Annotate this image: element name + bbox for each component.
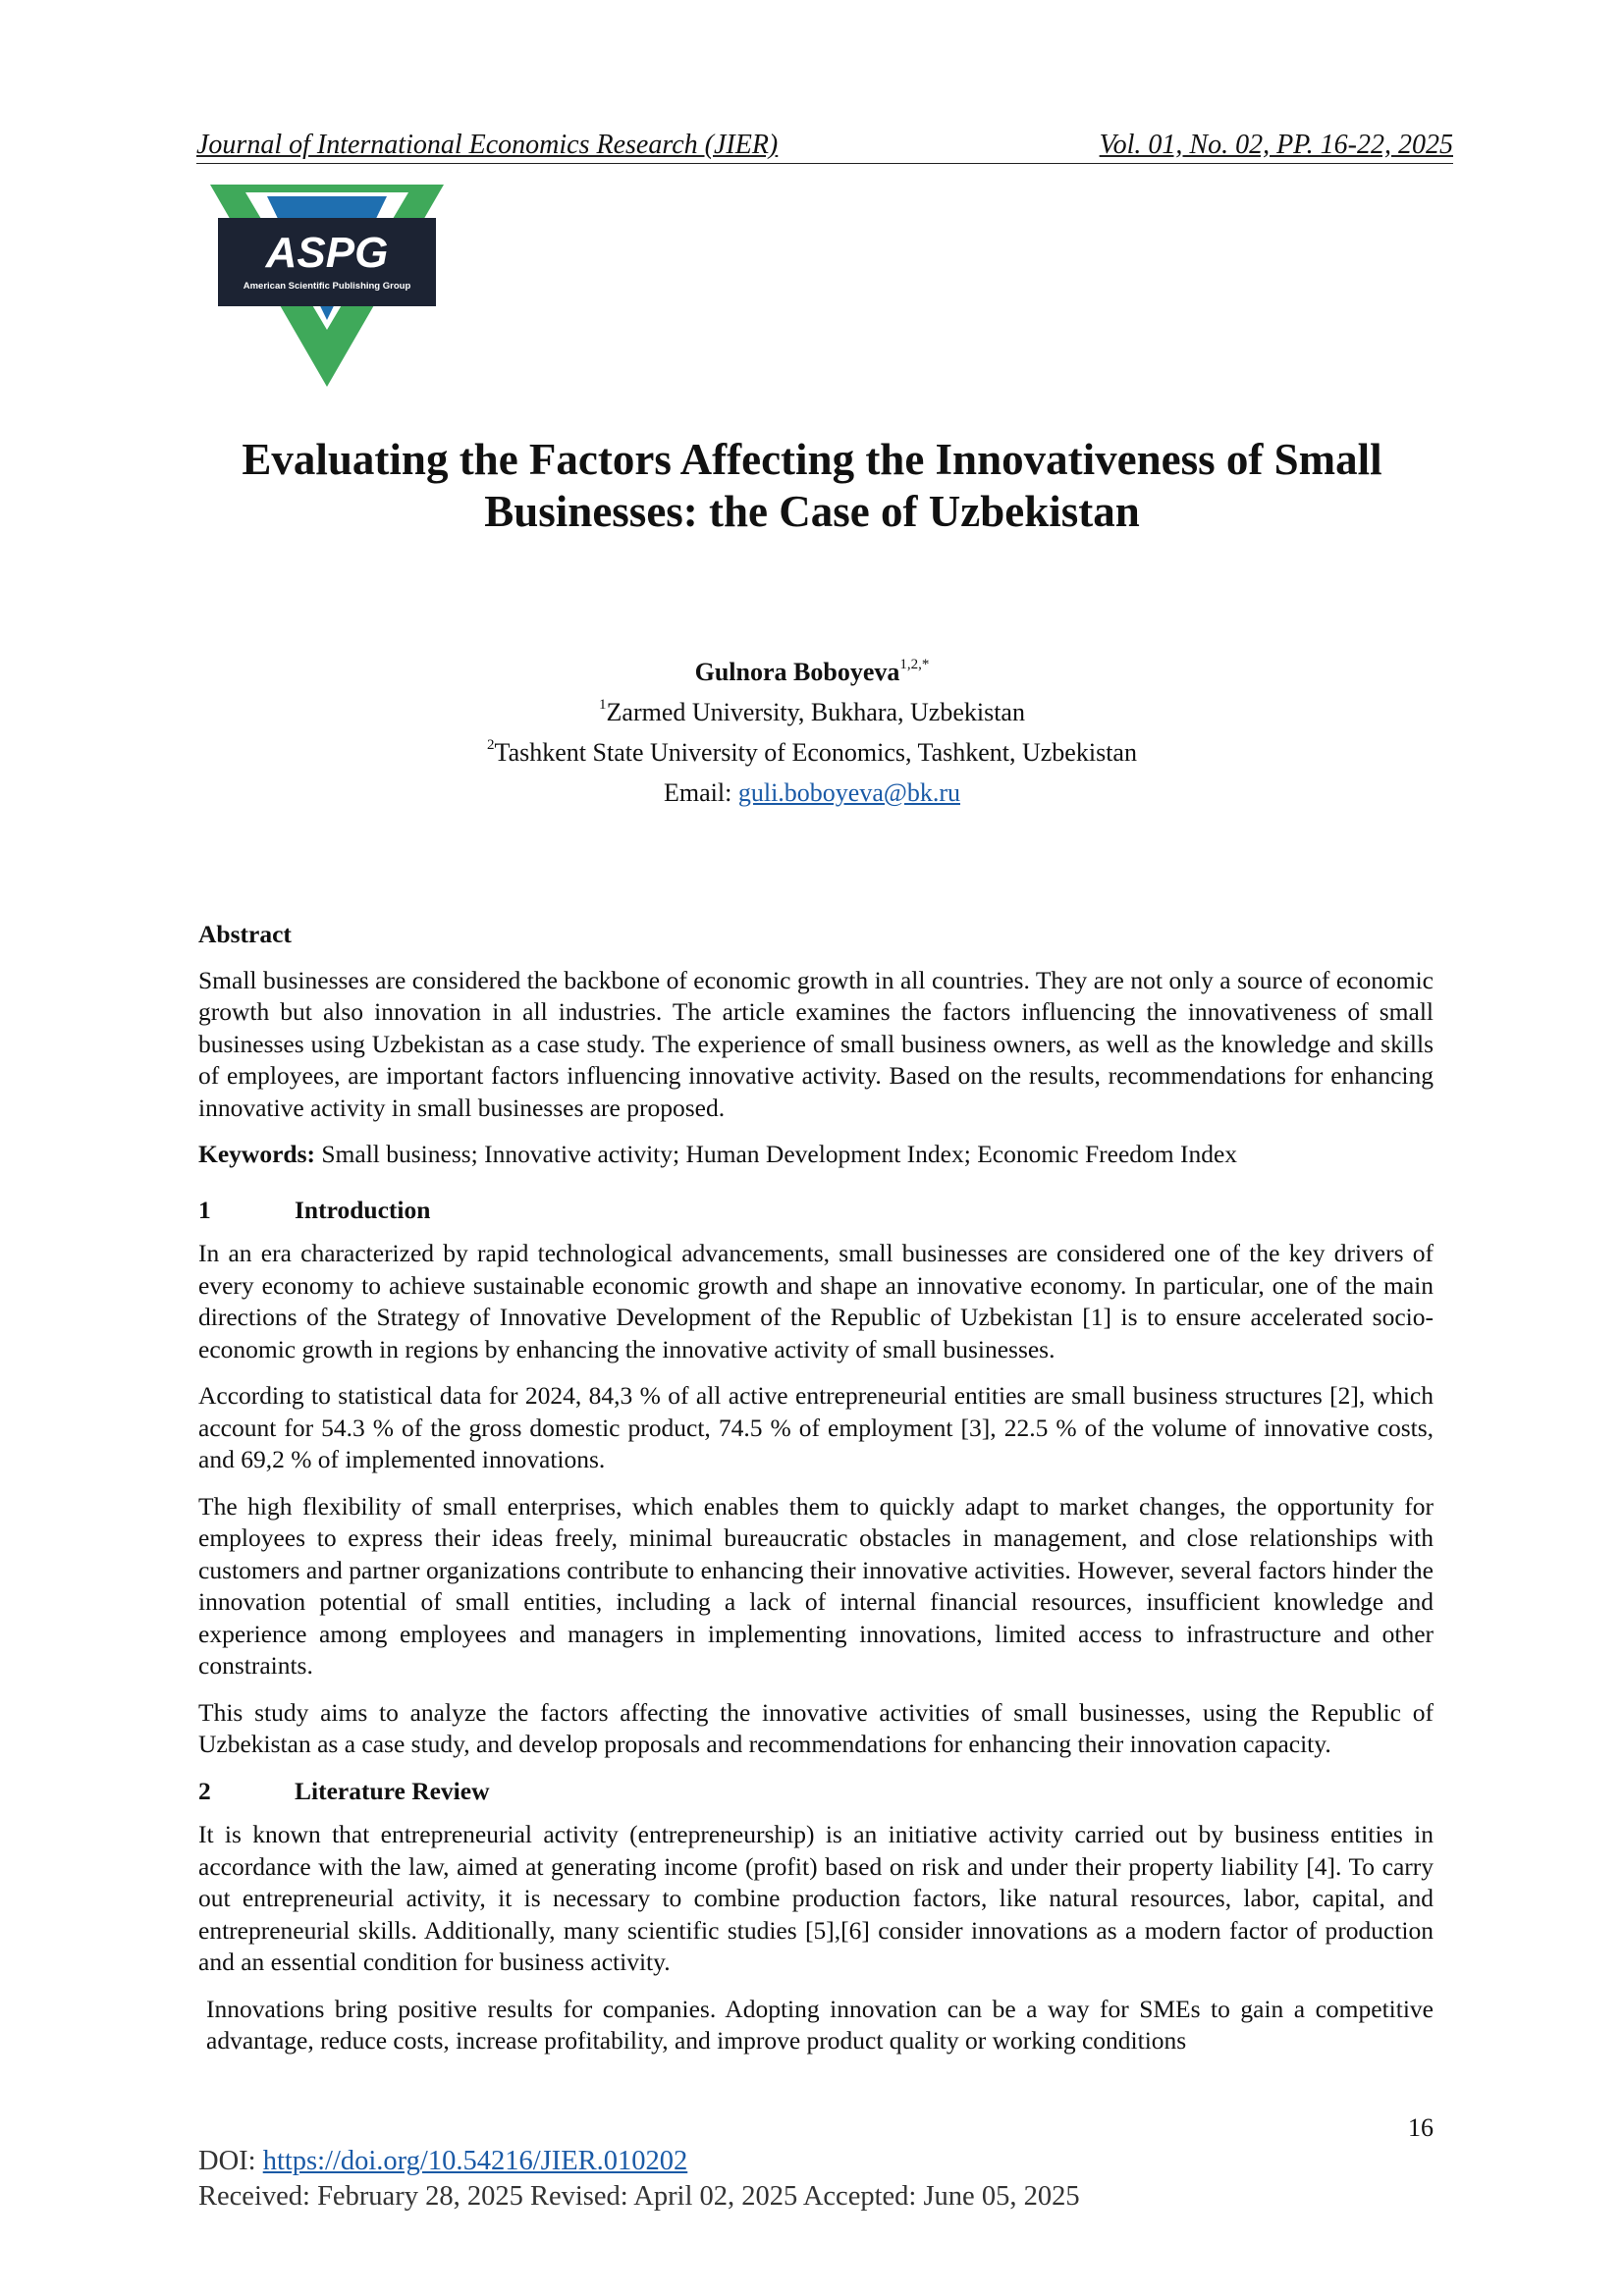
logo-subtitle: American Scientific Publishing Group — [243, 281, 411, 292]
page-footer — [198, 2144, 1278, 2215]
section-heading-introduction — [198, 1195, 1434, 1227]
title-line-2: Businesses: the Case of Uzbekistan — [484, 487, 1140, 536]
journal-name: Journal of International Economics Research (JIER) — [196, 130, 779, 160]
intro-paragraph: The high flexibility of small enterprises, which enables them to quickly adapt to market changes, the opportunity for employees to express their ideas freely, minimal bureaucratic obstacles in management, and close relationships with customers and partner organizations contribute to enhancing their innovative activities. However, several factors hinder the innovation potential of small entities, including a lack of internal financial resources, insufficient knowledge and experience among employees and managers in implementing innovations, limited access to infrastructure and other constraints. — [198, 1491, 1434, 1680]
affiliation-2-marker: 2 — [487, 737, 495, 754]
section-heading-literature-review — [198, 1776, 1434, 1808]
author-block — [196, 652, 1428, 813]
section-number: 1 — [198, 1195, 211, 1224]
abstract-heading: Abstract — [198, 920, 292, 948]
doi-line — [198, 2144, 1278, 2179]
paper-title — [157, 434, 1467, 538]
affiliation-1-marker: 1 — [599, 697, 607, 714]
intro-paragraph: In an era characterized by rapid technological advancements, small businesses are considered one of the key drivers of every economy to achieve sustainable economic growth and shape an innovative economy. In particular, one of the main directions of the Strategy of Innovative Development of the Republic of Uzbekistan [1] is to ensure accelerated socio-economic growth in regions by enhancing the innovative activity of small businesses. — [198, 1239, 1434, 1363]
section-title: Literature Review — [295, 1776, 490, 1805]
email-label: Email: — [664, 778, 738, 807]
title-line-1: Evaluating the Factors Affecting the Innovativeness of Small — [242, 435, 1382, 484]
author-line — [196, 652, 1428, 692]
author-superscript: 1,2,* — [899, 657, 930, 673]
volume-info: Vol. 01, No. 02, PP. 16-22, 2025 — [1099, 130, 1453, 160]
literature-paragraph: Innovations bring positive results for companies. Adopting innovation can be a way for SMEs to gain a competitive advantage, reduce costs, increase profitability, and improve product quality or working conditions — [206, 1994, 1434, 2055]
email-line — [196, 773, 1428, 813]
email-link[interactable]: guli.boboyeva@bk.ru — [737, 778, 960, 807]
affiliation-1-text: Zarmed University, Bukhara, Uzbekistan — [606, 698, 1025, 726]
page-number: 16 — [1408, 2113, 1434, 2142]
logo-text: ASPG — [265, 229, 389, 277]
keywords-line — [198, 1139, 1434, 1171]
doi-link[interactable]: https://doi.org/10.54216/JIER.010202 — [262, 2146, 688, 2176]
section-number: 2 — [198, 1776, 211, 1805]
author-name: Gulnora Boboyeva — [694, 658, 900, 686]
keywords-label: Keywords: — [198, 1140, 315, 1168]
running-header — [196, 130, 1453, 164]
abstract-text: Small businesses are considered the backbone of economic growth in all countries. They are not only a source of economic growth but also innovation in all industries. The article examines the factors influencing the innovativeness of small businesses using Uzbekistan as a case study. The experience of small business owners, as well as the knowledge and skills of employees, are important factors influencing innovative activity. Based on the results, recommendations for enhancing innovative activity in small businesses are proposed. — [198, 965, 1434, 1122]
submission-dates: Received: February 28, 2025 Revised: April 02, 2025 Accepted: June 05, 2025 — [198, 2181, 1080, 2212]
intro-paragraph: This study aims to analyze the factors affecting the innovative activities of small businesses, using the Republic of Uzbekistan as a case study, and develop proposals and recommendations for enhancing their innovation capacity. — [198, 1697, 1434, 1758]
affiliation-2 — [196, 732, 1428, 773]
intro-paragraph: According to statistical data for 2024, 84,3 % of all active entrepreneurial entities are small business structures [2], which account for 54.3 % of the gross domestic product, 74.5 % of employment [3], 22.5 % of the volume of innovative costs, and 69,2 % of implemented innovations. — [198, 1381, 1434, 1473]
literature-paragraph: It is known that entrepreneurial activity (entrepreneurship) is an initiative activity carried out by business entities in accordance with the law, aimed at generating income (profit) based on risk and under their property liability [4]. To carry out entrepreneurial activity, it is necessary to combine production factors, like natural resources, labor, capital, and entrepreneurial skills. Additionally, many scientific studies [5],[6] consider innovations as a modern factor of production and an essential condition for business activity. — [198, 1820, 1434, 1976]
section-title: Introduction — [295, 1195, 431, 1224]
aspg-logo — [206, 183, 448, 389]
doi-label: DOI: — [198, 2146, 263, 2176]
paper-body — [198, 919, 1434, 2072]
affiliation-1 — [196, 692, 1428, 732]
keywords-text: Small business; Innovative activity; Human Development Index; Economic Freedom Index — [314, 1140, 1238, 1168]
affiliation-2-text: Tashkent State University of Economics, Tashkent, Uzbekistan — [494, 738, 1137, 767]
